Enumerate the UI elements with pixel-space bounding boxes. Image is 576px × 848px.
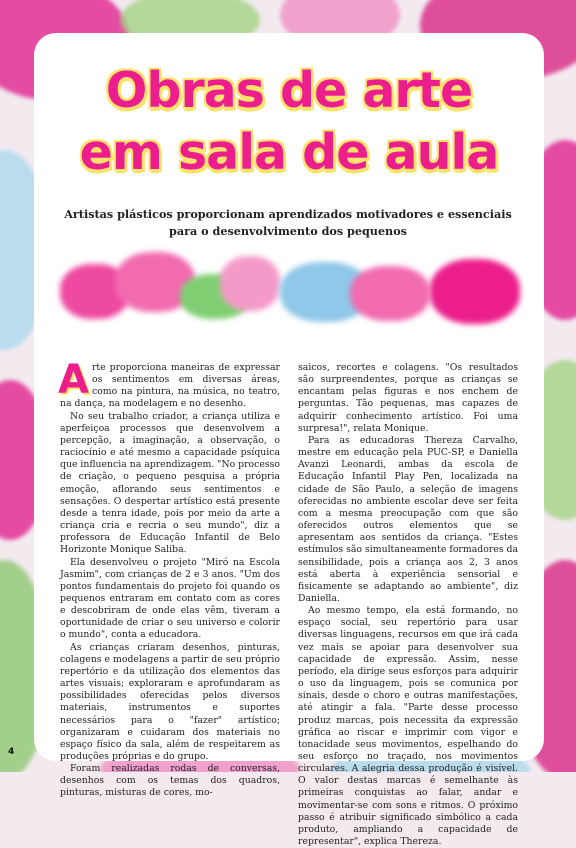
paragraph: Foram realizadas rodas de conversas, desenhos com os temas dos quadros, pinturas, misturas de cores, mo- bbox=[60, 763, 280, 799]
article-subtitle: Artistas plásticos proporcionam aprendizados motivadores e essenciais para o desenvolvimento dos pequenos bbox=[64, 207, 512, 238]
drop-cap: A bbox=[58, 357, 89, 403]
paragraph: Para as educadoras Thereza Carvalho, mestre em educação pela PUC-SP, e Daniella Avanzi Leonardi, ambas da escola de Educação Infantil Play Pen, localizada na cidade de São Paulo, a seleção de imagens oferecidas no ambiente escolar deve ser feita com a mesma preocupação com que são oferecidos outros elementos que se apresentam aos sentidos da criança. "Estes estímulos são simultaneamente formadores da sensibilidade, pois a criança aos 2, 3 anos está aberta à experiência sensorial e fisicamente se adaptando ao ambiente", diz Daniella. bbox=[298, 434, 518, 604]
paint-splash-illustration bbox=[60, 244, 530, 344]
title-line-2: em sala de aula bbox=[79, 124, 499, 181]
paragraph: saicos, recortes e colagens. "Os resultados são surpreendentes, porque as crianças se encantam pelas figuras e nos enchem de perguntas. Tão pequenas, mas capazes de adquirir conhecimento artístico. Foi uma surpresa!", relata Monique. bbox=[298, 362, 518, 434]
paragraph: As crianças criaram desenhos, pinturas, colagens e modelagens a partir de seu próprio repertório e da utilização dos elementos das artes visuais; exploraram e aprofundaram as possibilidades oferecidas pelos diversos materiais, instrumentos e suportes necessários para o "fazer" artístico; organizaram e cuidaram dos materiais no espaço físico da sala, além de respeitarem as produções próprias e do grupo. bbox=[60, 641, 280, 762]
paragraph: Arte proporciona maneiras de expressar os sentimentos em diversas áreas, como na pintura, na música, no teatro, na dança, na modelagem e no desenho. bbox=[58, 357, 280, 410]
paragraph: Ela desenvolveu o projeto "Miró na Escola Jasmim", com crianças de 2 e 3 anos. "Um dos pontos fundamentais do projeto foi quando os pequenos entraram em contato com as cores e descobriram de onde elas vêm, tiveram a oportunidade de criar o seu universo e colorir o mundo", conta a educadora. bbox=[60, 556, 280, 641]
title-line-1: Obras de arte bbox=[105, 62, 473, 119]
article-title bbox=[34, 60, 544, 184]
paragraph: Ao mesmo tempo, ela está formando, no espaço social, seu repertório para usar diversas linguagens, recursos em que irá cada vez mais se apoiar para desenvolver sua capacidade de expressão. Assim, nesse período, ela dirige seus esforços para adquirir o uso da linguagem, pois se comunica por sinais, desde o choro e outras manifestações, até atingir a fala. "Parte desse processo produz marcas, pois necessita da expressão gráfica ao riscar e imprimir com vigor e tonacidade seus movimentos, espelhando do seu esforço no traçado, nos movimentos circulares. A alegria dessa produção é visível. O valor destas marcas é semelhante às primeiras conquistas ao falar, andar e movimentar-se com sons e ritmos. O próximo passo é atribuir significado simbólico a cada produto, ampliando a capacidade de representar", explica Thereza. bbox=[298, 605, 518, 848]
page-number: 4 bbox=[8, 747, 15, 757]
paragraph: No seu trabalho criador, a criança utiliza e aperfeiçoa processos que desenvolvem a percepção, a imaginação, a observação, o raciocínio e até mesmo a capacidade psíquica que influencia na aprendizagem. "No processo de criação, o pequeno pesquisa a própria emoção, aflorando seus sentimentos e sensações. O despertar artístico está presente desde a tenra idade, pois por meio da arte a criança cria e recria o seu mundo", diz a professora de Educação Infantil de Belo Horizonte Monique Saliba. bbox=[60, 410, 280, 556]
text-column-right bbox=[298, 362, 518, 848]
text-column-left bbox=[58, 357, 280, 800]
